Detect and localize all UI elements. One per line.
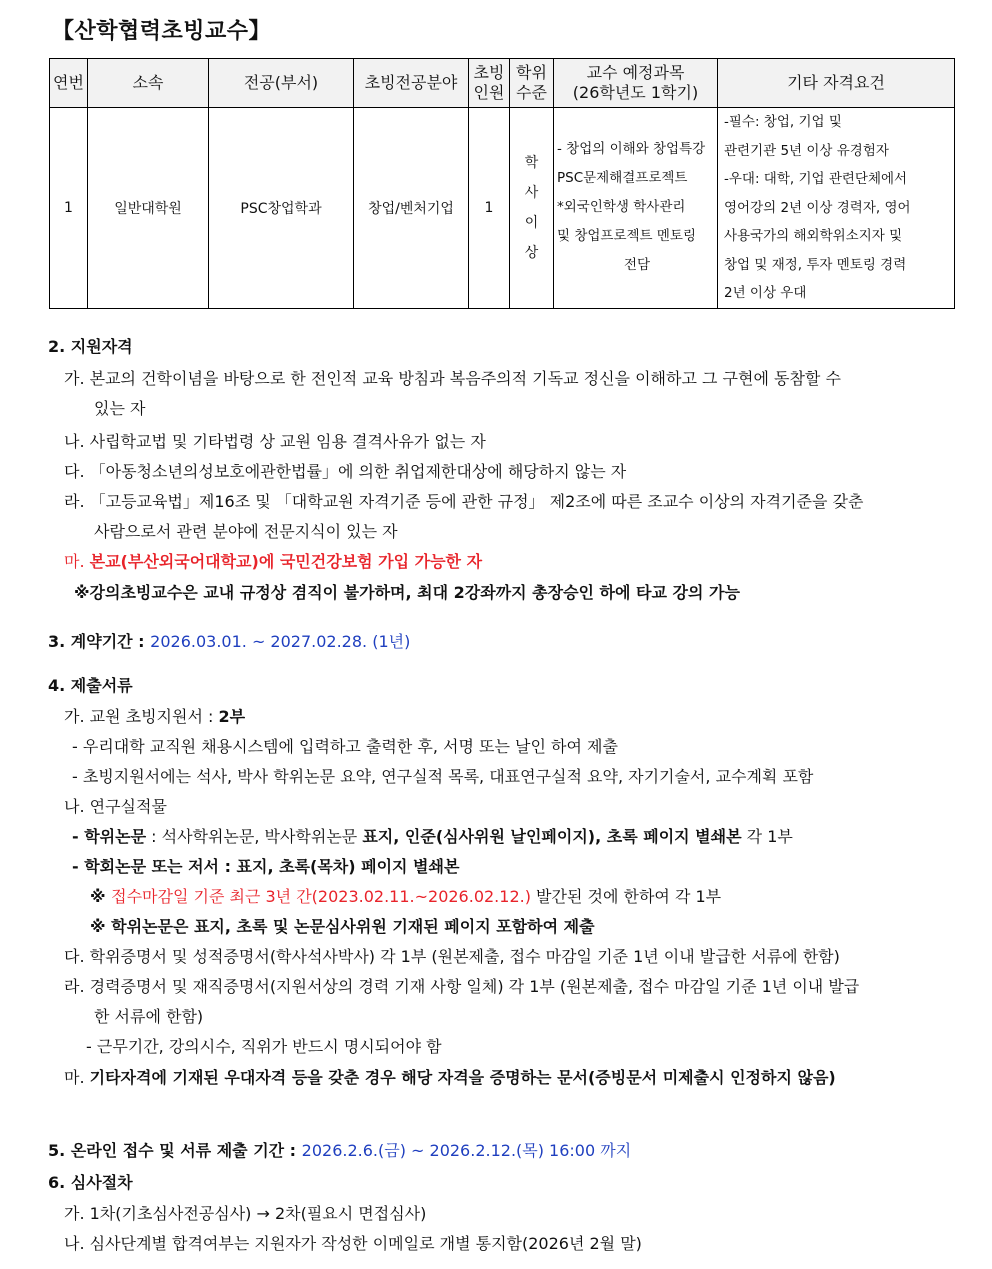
- cell-dept: 일반대학원: [88, 108, 209, 309]
- header-major: 전공(부서): [209, 59, 354, 108]
- s2-item-d-line1: 라. 「고등교육법」제16조 및 「대학교원 자격기준 등에 관한 규정」 제2조에 따른 조교수 이상의 자격기준을 갖춘: [64, 492, 864, 511]
- s4-item-a: 가. 교원 초빙지원서 : 2부: [64, 707, 246, 726]
- s6-item-b: 나. 심사단계별 합격여부는 지원자가 작성한 이메일로 개별 통지함(2026년 2월 말): [64, 1234, 642, 1253]
- s4-item-b: 나. 연구실적물: [64, 797, 167, 816]
- s4-item-a-sub2: - 초빙지원서에는 석사, 박사 학위논문 요약, 연구실적 목록, 대표연구실적 요약, 자기기술서, 교수계획 포함: [72, 767, 814, 786]
- header-field: 초빙전공분야: [354, 59, 469, 108]
- s2-item-e: 마. 본교(부산외국어대학교)에 국민건강보험 가입 가능한 자: [64, 552, 483, 571]
- s2-item-a-line2: 있는 자: [94, 399, 146, 418]
- header-requirements: 기타 자격요건: [718, 59, 955, 108]
- s2-item-d-line2: 사람으로서 관련 분야에 전문지식이 있는 자: [94, 522, 398, 541]
- s2-item-c: 다. 「아동청소년의성보호에관한법률」에 의한 취업제한대상에 해당하지 않는 자: [64, 462, 627, 481]
- s4-item-d-line2: 한 서류에 한함): [94, 1007, 204, 1026]
- cell-no: 1: [50, 108, 88, 309]
- header-degree: 학위수준: [510, 59, 554, 108]
- cell-major: PSC창업학과: [209, 108, 354, 309]
- section-3: 3. 계약기간 : 2026.03.01. ~ 2027.02.28. (1년): [48, 632, 411, 651]
- s2-item-b: 나. 사립학교법 및 기타법령 상 교원 임용 결격사유가 없는 자: [64, 432, 486, 451]
- s4-item-d-sub: - 근무기간, 강의시수, 직위가 반드시 명시되어야 함: [86, 1037, 442, 1056]
- header-subjects: 교수 예정과목 (26학년도 1학기): [554, 59, 718, 108]
- cell-subjects: - 창업의 이해와 창업특강 PSC문제해결프로젝트 *외국인학생 학사관리 및 창업프로젝트 멘토링 전담: [554, 108, 718, 309]
- s4-item-a-sub1: - 우리대학 교직원 채용시스템에 입력하고 출력한 후, 서명 또는 날인 하여 제출: [72, 737, 618, 756]
- cell-degree: 학사이상: [510, 108, 554, 309]
- s2-item-a-line1: 가. 본교의 건학이념을 바탕으로 한 전인적 교육 방침과 복음주의적 기독교 정신을 이해하고 그 구현에 동참할 수: [64, 369, 841, 388]
- s2-note: ※강의초빙교수은 교내 규정상 겸직이 불가하며, 최대 2강좌까지 총장승인 하에 타교 강의 가능: [74, 583, 740, 602]
- s4-item-b-sub2: - 학회논문 또는 저서 : 표지, 초록(목차) 페이지 별쇄본: [72, 857, 460, 876]
- cell-requirements: -필수: 창업, 기업 및 관련기관 5년 이상 유경험자 -우대: 대학, 기업 관련단체에서 영어강의 2년 이상 경력자, 영어 사용국가의 해외학위소지자 및 창업 및 재정, 투자 멘토링 경력 2년 이상 우대: [718, 108, 955, 309]
- section-6-title: 6. 심사절차: [48, 1173, 133, 1192]
- s4-item-c: 다. 학위증명서 및 성적증명서(학사석사박사) 각 1부 (원본제출, 접수 마감일 기준 1년 이내 발급한 서류에 한함): [64, 947, 840, 966]
- table-header-row: [50, 59, 955, 108]
- header-count: 초빙인원: [469, 59, 510, 108]
- s6-item-a: 가. 1차(기초심사전공심사) → 2차(필요시 면접심사): [64, 1204, 427, 1223]
- s4-note-1: ※ 접수마감일 기준 최근 3년 간(2023.02.11.~2026.02.12.) 발간된 것에 한하여 각 1부: [90, 887, 722, 906]
- page-title: 【산학협력초빙교수】: [52, 19, 272, 44]
- s4-item-b-sub1: - 학위논문 : 석사학위논문, 박사학위논문 표지, 인준(심사위원 날인페이지), 초록 페이지 별쇄본 각 1부: [72, 827, 793, 846]
- cell-field: 창업/벤처기업: [354, 108, 469, 309]
- header-dept: 소속: [88, 59, 209, 108]
- section-4-title: 4. 제출서류: [48, 676, 133, 695]
- section-5: 5. 온라인 접수 및 서류 제출 기간 : 2026.2.6.(금) ~ 2026.2.12.(목) 16:00 까지: [48, 1141, 632, 1160]
- header-no: 연번: [50, 59, 88, 108]
- position-table: [49, 58, 955, 309]
- section-2-title: 2. 지원자격: [48, 337, 133, 356]
- s4-item-e: 마. 기타자격에 기재된 우대자격 등을 갖춘 경우 해당 자격을 증명하는 문서(증빙문서 미제출시 인정하지 않음): [64, 1068, 836, 1087]
- s4-note-2: ※ 학위논문은 표지, 초록 및 논문심사위원 기재된 페이지 포함하여 제출: [90, 917, 595, 936]
- s4-item-d-line1: 라. 경력증명서 및 재직증명서(지원서상의 경력 기재 사항 일체) 각 1부 (원본제출, 접수 마감일 기준 1년 이내 발급: [64, 977, 860, 996]
- table-row: [50, 108, 955, 309]
- cell-count: 1: [469, 108, 510, 309]
